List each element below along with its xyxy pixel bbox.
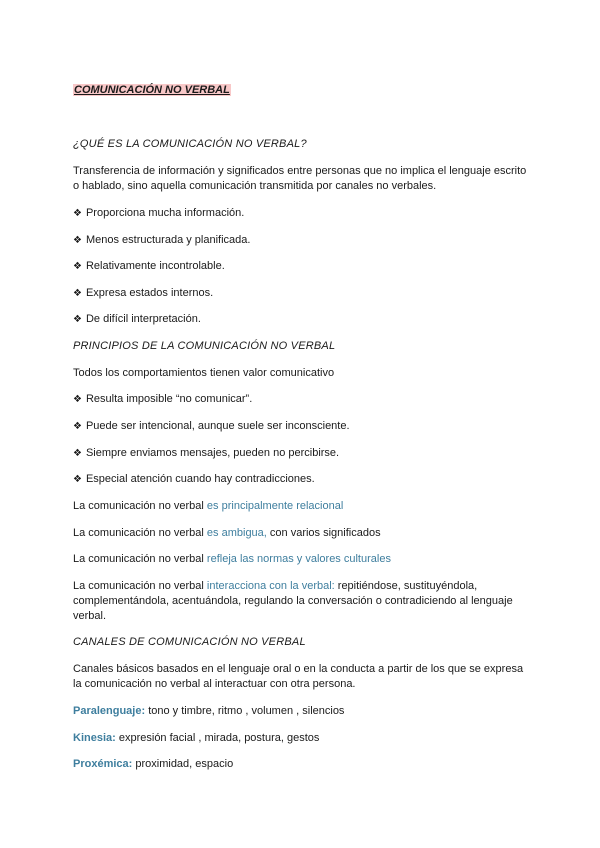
list-item xyxy=(73,206,244,221)
statement-paragraph xyxy=(73,579,533,624)
diamond-bullet-icon: ❖ xyxy=(73,394,82,405)
list-item-text: Expresa estados internos. xyxy=(85,287,214,299)
list-item xyxy=(73,233,250,248)
section-heading-channels: CANALES DE COMUNICACIÓN NO VERBAL xyxy=(73,636,306,648)
diamond-bullet-icon: ❖ xyxy=(73,474,82,485)
list-item xyxy=(73,392,252,407)
document-title-line xyxy=(73,83,231,98)
section-heading-what-is: ¿QUÉ ES LA COMUNICACIÓN NO VERBAL? xyxy=(73,138,307,150)
diamond-bullet-icon: ❖ xyxy=(73,448,82,459)
list-item xyxy=(73,419,350,434)
channel-term: Kinesia: xyxy=(73,732,116,744)
list-item-text: De difícil interpretación. xyxy=(85,313,201,325)
statement-line xyxy=(73,552,391,567)
statement-prefix: La comunicación no verbal xyxy=(73,553,207,565)
statement-highlight: refleja las normas y valores culturales xyxy=(206,553,391,565)
channel-term: Proxémica: xyxy=(73,758,133,770)
list-item xyxy=(73,286,213,301)
list-item xyxy=(73,259,225,274)
statement-suffix: con varios significados xyxy=(266,527,381,539)
list-item-text: Especial atención cuando hay contradicciones. xyxy=(85,473,315,485)
statement-line xyxy=(73,499,343,514)
list-item-text: Menos estructurada y planificada. xyxy=(85,234,251,246)
list-item-text: Resulta imposible “no comunicar”. xyxy=(85,393,253,405)
list-item-text: Proporciona mucha información. xyxy=(85,207,245,219)
diamond-bullet-icon: ❖ xyxy=(73,314,82,325)
channel-desc: proximidad, espacio xyxy=(132,758,234,770)
channel-item xyxy=(73,731,319,746)
list-item xyxy=(73,446,339,461)
channel-desc: tono y timbre, ritmo , volumen , silencios xyxy=(145,705,345,717)
statement-highlight: es ambigua, xyxy=(206,527,267,539)
section-heading-principles: PRINCIPIOS DE LA COMUNICACIÓN NO VERBAL xyxy=(73,340,336,352)
statement-suffix: repitiéndose, sustituyéndola, complementándola, acentuándola, regulando la conversación o contradiciendo al lenguaje verbal. xyxy=(73,580,513,622)
diamond-bullet-icon: ❖ xyxy=(73,208,82,219)
statement-prefix: La comunicación no verbal xyxy=(73,527,207,539)
channels-intro: Canales básicos basados en el lenguaje oral o en la conducta a partir de los que se expresa la comunicación no verbal al interactuar con otra persona. xyxy=(73,663,524,690)
diamond-bullet-icon: ❖ xyxy=(73,235,82,246)
list-item xyxy=(73,312,201,327)
channel-item xyxy=(73,757,233,772)
definition-paragraph: Transferencia de información y significados entre personas que no implica el lenguaje escrito o hablado, sino aquella comunicación transmitida por canales no verbales. xyxy=(73,165,527,192)
list-item-text: Puede ser intencional, aunque suele ser inconsciente. xyxy=(85,420,350,432)
channel-desc: expresión facial , mirada, postura, gestos xyxy=(115,732,320,744)
channel-item xyxy=(73,704,344,719)
channel-term: Paralenguaje: xyxy=(73,705,146,717)
statement-line xyxy=(73,526,381,541)
document-title: COMUNICACIÓN NO VERBAL xyxy=(74,84,230,96)
statement-prefix: La comunicación no verbal xyxy=(73,580,207,592)
list-item-text: Siempre enviamos mensajes, pueden no percibirse. xyxy=(85,447,340,459)
statement-highlight: interacciona con la verbal: xyxy=(206,580,335,592)
list-item-text: Relativamente incontrolable. xyxy=(85,260,225,272)
statement-prefix: La comunicación no verbal xyxy=(73,500,207,512)
diamond-bullet-icon: ❖ xyxy=(73,261,82,272)
diamond-bullet-icon: ❖ xyxy=(73,288,82,299)
diamond-bullet-icon: ❖ xyxy=(73,421,82,432)
statement-highlight: es principalmente relacional xyxy=(206,500,344,512)
principles-intro: Todos los comportamientos tienen valor comunicativo xyxy=(73,367,335,379)
list-item xyxy=(73,472,315,487)
